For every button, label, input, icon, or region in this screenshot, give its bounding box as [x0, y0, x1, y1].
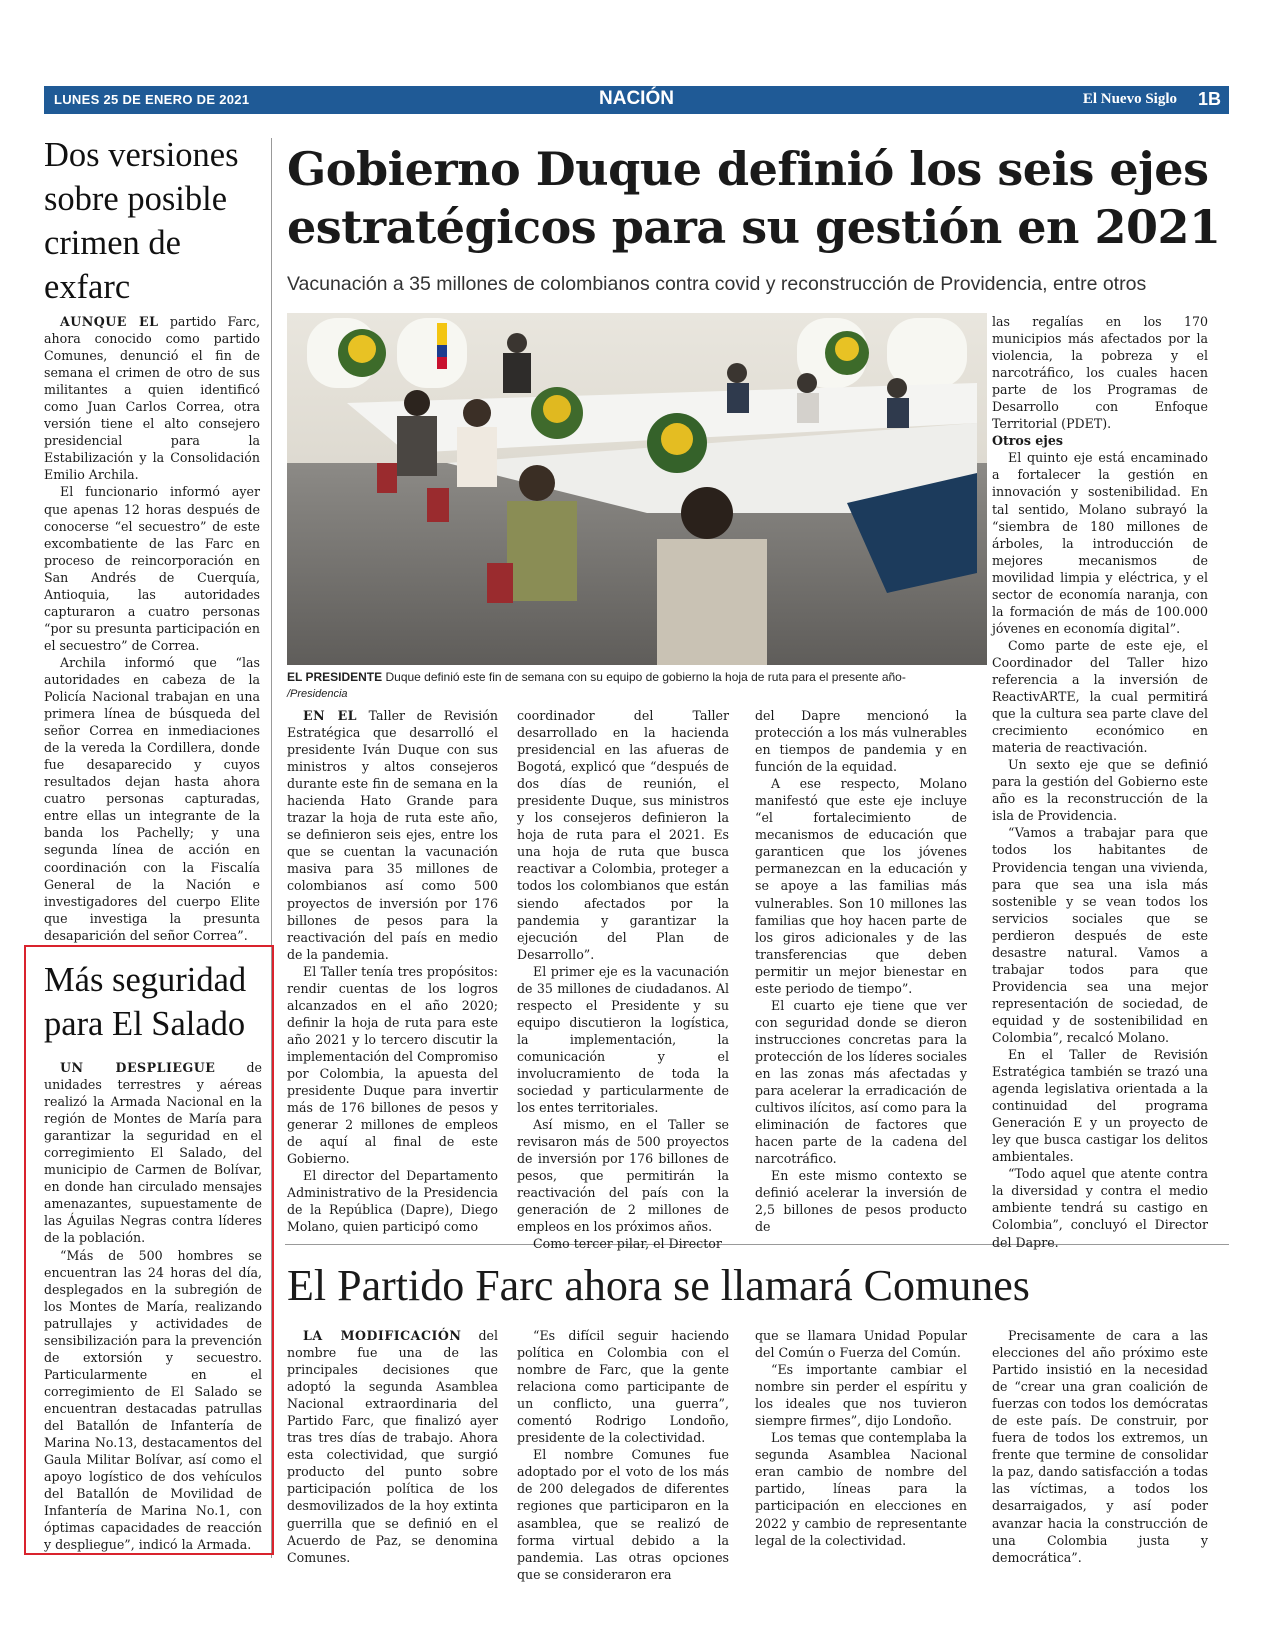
main-col3-p2: A ese respecto, Molano manifestó que este eje incluye “el fortalecimiento de mecanismos de educación que garanticen que los jóvenes permanezcan en la educación y se apoye a las familias más vulnerables. Son 10 millones las familias que hoy hacen parte de los giros adicionales y de las transferencias que deben permitir un mejor bienestar en este periodo de tiempo”. — [755, 776, 967, 996]
main-col1-p2: El Taller tenía tres propósitos: rendir cuentas de los logros alcanzados en el año 2020; definir la hoja de ruta para este año 2021 y lo tercero discutir la implementación del Compromiso por Colombia, la apuesta del presidente Duque para invertir más de 176 billones de pesos y generar 2 millones de empleos de aquí al final de este Gobierno. — [287, 963, 498, 1167]
main-col4-p3: Como parte de este eje, el Coordinador del Taller hizo referencia a la inversión de ReactivARTE, la cual permitirá que la cultura sea parte clave del crecimiento económico en materia de reactivación. — [992, 637, 1208, 756]
section-title: NACIÓN — [599, 88, 674, 109]
farc-column-4 — [992, 1327, 1208, 1566]
issue-date: LUNES 25 DE ENERO DE 2021 — [54, 92, 250, 107]
main-col2-p2: El primer eje es la vacunación de 35 millones de ciudadanos. Al respecto el Presidente y su equipo discutieron la logística, la implementación, la comunicación y el involucramiento de toda la sociedad y particularmente de los entes territoriales. — [517, 963, 729, 1116]
main-subheadline: Vacunación a 35 millones de colombianos contra covid y reconstrucción de Providencia, entre otros — [287, 273, 1147, 295]
sidebar1-p3: Archila informó que “las autoridades en cabeza de la Policía Nacional trabajan en una primera línea de búsqueda del señor Correa en inmediaciones de la vereda la Cordillera, donde fue desaparecido y cuyos resultados dejan hasta ahora cuatro personas capturadas, entre ellas un integrante de la banda los Pachelly; y una segunda línea de acción en coordinación con la Fiscalía General de la Nación e investigadores del cuerpo Elite que investiga la presunta desaparición del señor Correa”. — [44, 654, 260, 943]
sidebar1-body — [44, 313, 260, 944]
photo-caption — [287, 669, 987, 702]
farc-col2-p1: “Es difícil seguir haciendo política en Colombia con el nombre de Farc, que la gente relaciona como participante de un conflicto, una guerra”, comentó Rodrigo Londoño, presidente de la colectividad. — [517, 1328, 729, 1446]
sidebar2-body — [44, 1059, 262, 1553]
main-col3-p1: del Dapre mencionó la protección a los más vulnerables en tiempos de pandemia y en función de la equidad. — [755, 708, 967, 775]
farc-column-3 — [755, 1327, 967, 1549]
photo-credit: /Presidencia — [287, 688, 348, 700]
meeting-photo — [287, 313, 987, 665]
masthead-bar — [44, 86, 1229, 114]
sidebar2-p1: de unidades terrestres y aéreas realizó la Armada Nacional en la región de Montes de María para garantizar la seguridad en el corregimiento El Salado, del municipio de Carmen de Bolívar, en donde han circulado mensajes amenazantes, supuestamente de las Águilas Negras contra líderes de la población. — [44, 1060, 262, 1246]
farc-col2-p2: El nombre Comunes fue adoptado por el voto de los más de 200 delegados de diferentes regiones que participaron en la asamblea, que se realizó de forma virtual debido a la pandemia. Las otras opciones que se consideraron era — [517, 1447, 729, 1582]
main-col4-p5: “Vamos a trabajar para que todos los habitantes de Providencia tengan una vivienda, para que sea una isla más sostenible y se vean todos los servicios sociales que se perdieron después de este desastre natural. Vamos a trabajar todos para que Providencia sea una mejor representación de sociedad, de equidad y de sostenibilidad en Colombia”, recalcó Molano. — [992, 825, 1208, 1045]
main-col2-p4: Como tercer pilar, el Director — [533, 1236, 722, 1252]
main-column-3 — [755, 707, 967, 1235]
farc-lead: LA MODIFICACIÓN — [303, 1328, 462, 1343]
main-column-1 — [287, 707, 498, 1235]
sidebar2-headline: Más seguridad para El Salado — [44, 961, 247, 1043]
farc-col4-p1: Precisamente de cara a las elecciones del año próximo este Partido insistió en la necesidad de “crear una gran coalición de fuerzas con todos los demócratas de este país. De construir, por fuera de todos los extremos, un frente que termine de consolidar la paz, dando satisfacción a todas las víctimas, a todos los desarraigados, y así poder avanzar hacia la construcción de una Colombia justa y democrática”. — [992, 1328, 1208, 1565]
meeting-photo-illustration — [287, 313, 987, 665]
main-headline: Gobierno Duque definió los seis ejes estratégicos para su gestión en 2021 — [287, 142, 1221, 254]
sidebar2-p2: “Más de 500 hombres se encuentran las 24 horas del día, desplegados en la subregión de los Montes de María, realizando patrullajes y actividades de sensibilización para la prevención de extorsión y secuestro. Particularmente en el corregimiento de El Salado se encuentran destacadas patrullas del Batallón de Infantería de Marina No.13, destacamentos del Gaula Militar Bolívar, así como el apoyo logístico de dos vehículos del Batallón de Movilidad de Infantería de Marina No.1, con óptimas capacidades de reacción y despliegue”, indicó la Armada. — [44, 1247, 262, 1553]
sidebar1-p1: partido Farc, ahora conocido como partido Comunes, denunció el fin de semana el crimen de otro de sus militantes a quien identificó como Juan Carlos Correa, otra versión tiene el alto consejero presidencial para la Estabilización y la Consolidación Emilio Archila. — [44, 314, 261, 483]
caption-text: Duque definió este fin de semana con su equipo de gobierno la hoja de ruta para el presente año- — [382, 670, 906, 684]
main-col4-p4: Un sexto eje que se definió para la gestión del Gobierno este año es la reconstrucción de la isla de Providencia. — [992, 757, 1208, 824]
farc-headline: El Partido Farc ahora se llamará Comunes — [287, 1261, 1030, 1310]
caption-lead: EL PRESIDENTE — [287, 670, 383, 684]
farc-col3-p3: Los temas que contemplaba la segunda Asamblea Nacional eran cambio de nombre del partido, líneas para la participación en elecciones en 2022 y cambio de representante legal de la colectividad. — [755, 1430, 967, 1548]
main-col4-p6: En el Taller de Revisión Estratégica también se trazó una agenda legislativa orientada a la continuidad del programa Generación E y un proyecto de ley que busca castigar los delitos ambientales. — [992, 1047, 1208, 1165]
farc-column-1 — [287, 1327, 498, 1566]
farc-col1-p1: del nombre fue una de las principales decisiones que adoptó la segunda Asamblea Nacional extraordinaria del Partido Farc, que finalizó ayer tras tres días de trabajo. Ahora esta colectividad, que surgió producto del punto sobre participación política de los desmovilizados de la hoy extinta guerrilla que se definió en el Acuerdo de Paz, se denomina Comunes. — [287, 1328, 498, 1565]
main-col4-subhead: Otros ejes — [992, 433, 1063, 449]
main-col1-p1: Taller de Revisión Estratégica que desarrolló el presidente Iván Duque con sus ministros y altos consejeros durante este fin de semana en la hacienda Hato Grande para trazar la hoja de ruta este año, se definieron seis ejes, entre los que se cuentan la vacunación masiva para 35 millones de colombianos así como 500 proyectos de inversión por 176 billones de pesos para la reactivación del país en medio de la pandemia. — [287, 708, 498, 962]
sidebar2-lead: UN DESPLIEGUE — [60, 1060, 216, 1075]
sidebar1-lead: AUNQUE EL — [60, 314, 159, 329]
main-column-2 — [517, 707, 729, 1253]
farc-col3-p1: que se llamara Unidad Popular del Común o Fuerza del Común. — [755, 1328, 967, 1361]
main-col1-p3: El director del Departamento Administrativo de la Presidencia de la República (Dapre), Diego Molano, quien participó como — [287, 1168, 498, 1235]
farc-column-2 — [517, 1327, 729, 1583]
main-column-4 — [992, 313, 1208, 1251]
main-col4-p2: El quinto eje está encaminado a fortalecer la gestión en innovación y sostenibilidad. En tal sentido, Molano subrayó la “siembra de 180 millones de árboles, la introducción de mejores mecanismos de movilidad limpia y eléctrica, y el sector de economía naranja, con la formación de más de 100.000 jóvenes en economía digital”. — [992, 450, 1208, 636]
newspaper-name: El Nuevo Siglo — [1082, 91, 1177, 107]
main-col2-p1: coordinador del Taller desarrollado en la hacienda presidencial en las afueras de Bogotá, explicó que “después de dos días de reunión, el presidente Duque, sus ministros y los consejeros definieron la hoja de ruta para el 2021. Es una hoja de ruta que busca reactivar a Colombia, proteger a todos los colombianos que están siendo afectados por la pandemia y garantizar la ejecución del Plan de Desarrollo”. — [517, 708, 729, 962]
main-col4-p1: las regalías en los 170 municipios más afectados por la violencia, la pobreza y el narcotráfico, los cuales hacen parte de los Programas de Desarrollo con Enfoque Territorial (PDET). — [992, 314, 1208, 432]
page-number: 1B — [1197, 89, 1221, 109]
sidebar1-p2: El funcionario informó ayer que apenas 12 horas después de conocerse “el secuestro” de este excombatiente de las Farc en proceso de reincorporación en San Andrés de Cuerquía, Antioquia, las autoridades capturaron a cuatro personas “por su presunta participación en el secuestro” de Correa. — [44, 484, 260, 653]
farc-col3-p2: “Es importante cambiar el nombre sin perder el espíritu y los ideales que nos tuvieron siempre firmes”, dijo Londoño. — [755, 1362, 967, 1429]
main-col3-p4: En este mismo contexto se definió acelerar la inversión de 2,5 billones de pesos producto de — [755, 1168, 967, 1235]
main-col3-p3: El cuarto eje tiene que ver con seguridad donde se dieron instrucciones concretas para la protección de los líderes sociales en las zonas más afectadas y para acelerar la erradicación de cultivos ilícitos, así como para la eliminación de factores que hacen parte de la cadena del narcotráfico. — [755, 997, 967, 1167]
main-lead: EN EL — [303, 708, 358, 723]
sidebar1-headline: Dos versiones sobre posible crimen de exfarc — [44, 136, 239, 306]
main-col2-p3: Así mismo, en el Taller se revisaron más de 500 proyectos de inversión por 176 billones de pesos, que permitirán la reactivación del país con la generación de 2 millones de empleos en los próximos años. — [517, 1117, 729, 1235]
main-col4-p7: “Todo aquel que atente contra la diversidad y contra el medio ambiente tendrá su castigo en Colombia”, concluyó el Director del Dapre. — [992, 1166, 1208, 1250]
